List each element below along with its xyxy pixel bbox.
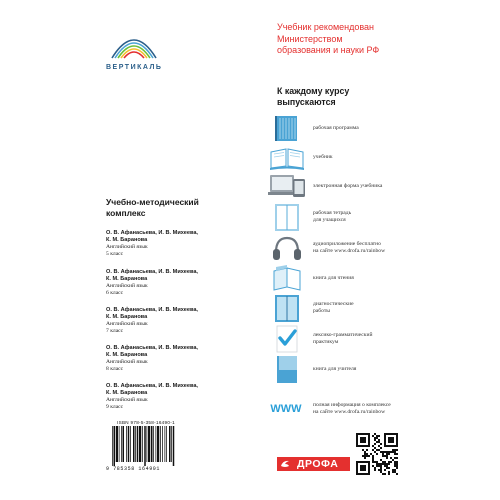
- barcode-bar: [128, 426, 130, 462]
- barcode-bar: [165, 426, 166, 462]
- qr-module: [384, 461, 386, 463]
- qr-module: [394, 453, 396, 455]
- book-entry: [106, 307, 256, 335]
- component-label: практикум: [313, 339, 339, 345]
- workbook-icon: [267, 202, 307, 232]
- book-subject: Английский язык: [106, 244, 148, 250]
- qr-module: [378, 435, 380, 437]
- qr-module: [376, 463, 378, 465]
- qr-module: [372, 465, 374, 467]
- component-label: учебник: [313, 153, 333, 160]
- qr-module: [356, 433, 370, 435]
- checkmark-book-icon: [267, 324, 307, 354]
- tests-book-icon: [267, 293, 307, 323]
- barcode-bar: [112, 426, 113, 466]
- qr-module: [384, 469, 386, 471]
- qr-module: [378, 469, 380, 471]
- component-label: рабочая тетрадь: [313, 210, 352, 216]
- qr-module: [374, 467, 376, 469]
- barcode-bar: [160, 426, 161, 462]
- component-label: лексико-грамматический: [313, 332, 373, 338]
- barcode-bar: [119, 426, 120, 462]
- umk-title-line: Учебно-методический: [106, 197, 199, 207]
- component-item: [262, 233, 492, 263]
- electronic-devices-icon: [267, 171, 307, 201]
- qr-module: [384, 433, 398, 435]
- component-item: [262, 263, 492, 293]
- barcode-bar: [156, 426, 157, 462]
- book-authors: К. М. Баранова: [106, 390, 148, 396]
- qr-module: [380, 447, 382, 449]
- www-icon: [264, 394, 308, 424]
- qr-module: [372, 445, 374, 447]
- barcode-bar: [153, 426, 154, 462]
- qr-module: [392, 451, 394, 453]
- qr-module: [396, 453, 398, 455]
- umk-title-line: комплекс: [106, 207, 146, 218]
- barcode-bar: [151, 426, 153, 462]
- publisher-name: ДРОФА: [297, 458, 339, 470]
- teacher-book-icon: [267, 354, 307, 384]
- qr-module: [380, 471, 382, 473]
- qr-module: [368, 433, 370, 447]
- book-subject: Английский язык: [106, 321, 148, 327]
- course-heading-line: К каждому курсу: [277, 86, 350, 96]
- qr-module: [374, 443, 376, 445]
- qr-module: [378, 465, 380, 467]
- qr-module: [390, 457, 392, 459]
- barcode-bar: [147, 426, 148, 462]
- book-grade: 7 класс: [106, 328, 124, 334]
- component-label: электронная форма учебника: [313, 182, 383, 189]
- barcode: [106, 426, 200, 468]
- barcode-bar: [173, 426, 175, 466]
- barcode-bar: [121, 426, 122, 462]
- qr-module: [374, 461, 376, 463]
- qr-module: [386, 455, 388, 457]
- qr-module: [382, 453, 384, 455]
- logo-text: ВЕРТИКАЛЬ: [106, 64, 163, 71]
- book-authors: К. М. Баранова: [106, 237, 148, 243]
- program-book-icon: [267, 113, 307, 143]
- barcode-bar: [162, 426, 163, 462]
- qr-module: [362, 449, 364, 451]
- qr-module: [386, 451, 388, 453]
- qr-module: [390, 461, 392, 463]
- qr-module: [366, 455, 368, 457]
- component-label: для учащихся: [313, 217, 346, 223]
- barcode-bar: [166, 426, 167, 462]
- headphones-icon: [267, 233, 307, 263]
- qr-module: [372, 455, 374, 457]
- course-heading: [277, 86, 349, 108]
- qr-module: [374, 433, 376, 435]
- qr-module: [364, 457, 366, 459]
- qr-module: [364, 453, 366, 455]
- qr-module: [372, 435, 374, 437]
- qr-module: [356, 461, 358, 475]
- component-label: на сайте www.drofa.ru/rainbow: [313, 248, 386, 254]
- umk-title: [106, 197, 199, 218]
- recommendation-line: образования и науки РФ: [277, 45, 380, 55]
- qr-module: [378, 449, 380, 451]
- qr-module: [396, 467, 398, 469]
- open-textbook-icon: [267, 142, 307, 172]
- qr-module: [374, 451, 376, 453]
- qr-module: [376, 453, 378, 455]
- qr-module: [392, 469, 394, 471]
- barcode-bar: [137, 426, 139, 462]
- component-item: [262, 113, 492, 143]
- component-label: книга для чтения: [313, 274, 354, 281]
- component-label: рабочая программа: [313, 124, 359, 131]
- qr-module: [386, 457, 388, 459]
- qr-module: [388, 467, 390, 469]
- qr-module: [388, 461, 390, 463]
- qr-module: [384, 455, 386, 457]
- qr-module: [382, 455, 384, 457]
- book-grade: 5 класс: [106, 251, 124, 257]
- qr-module: [384, 463, 386, 465]
- qr-module: [370, 453, 372, 455]
- qr-module: [380, 443, 382, 445]
- www-icon-text: WWW: [270, 403, 302, 415]
- qr-module: [362, 455, 364, 457]
- qr-module: [384, 473, 386, 475]
- qr-module: [394, 461, 396, 463]
- book-authors: О. В. Афанасьева, И. В. Михеева,: [106, 383, 198, 389]
- qr-module: [368, 461, 370, 475]
- barcode-bar: [142, 426, 143, 462]
- qr-module: [386, 467, 388, 469]
- book-authors: О. В. Афанасьева, И. В. Михеева,: [106, 307, 198, 313]
- barcode-bar: [139, 426, 141, 462]
- qr-module: [380, 451, 382, 453]
- component-item: [262, 324, 492, 354]
- component-label: аудиоприложение бесплатно: [313, 241, 381, 247]
- rainbow-arcs-icon: [106, 18, 162, 64]
- book-authors: К. М. Баранова: [106, 352, 148, 358]
- qr-module: [394, 451, 396, 453]
- qr-module: [388, 437, 394, 443]
- vertical-logo: [106, 18, 162, 80]
- recommendation-note: [277, 22, 427, 57]
- component-label: полная информация о комплексе: [313, 402, 391, 408]
- barcode-bar: [169, 426, 171, 462]
- book-grade: 9 класс: [106, 404, 124, 410]
- recommendation-line: Учебник рекомендован: [277, 22, 375, 32]
- book-authors: О. В. Афанасьева, И. В. Михеева,: [106, 345, 198, 351]
- barcode-bar: [116, 426, 118, 462]
- qr-module: [384, 433, 386, 447]
- qr-module: [380, 465, 382, 467]
- qr-module: [396, 465, 398, 467]
- component-label: диагностические: [313, 301, 354, 307]
- qr-module: [356, 461, 370, 463]
- barcode-bar: [144, 426, 146, 466]
- book-subject: Английский язык: [106, 283, 148, 289]
- book-grade: 6 класс: [106, 290, 124, 296]
- qr-module: [382, 461, 384, 463]
- qr-module: [394, 449, 396, 451]
- qr-module: [374, 447, 376, 449]
- component-item: [262, 354, 492, 384]
- component-item: [262, 142, 492, 172]
- qr-module: [394, 463, 396, 465]
- qr-module: [374, 437, 376, 439]
- qr-module: [386, 453, 388, 455]
- qr-module: [378, 439, 380, 441]
- qr-module: [394, 457, 396, 459]
- qr-module: [360, 465, 366, 471]
- barcode-bar: [133, 426, 135, 462]
- qr-module: [376, 435, 378, 437]
- component-label: на сайте www.drofa.ru/rainbow: [313, 409, 386, 415]
- component-item: [262, 394, 492, 424]
- qr-module: [394, 471, 396, 473]
- qr-module: [356, 445, 370, 447]
- book-entry: [106, 269, 256, 297]
- barcode-bar: [130, 426, 131, 462]
- qr-module: [380, 467, 382, 469]
- qr-module: [364, 455, 366, 457]
- qr-module: [386, 465, 388, 467]
- qr-module: [378, 445, 380, 447]
- book-entry: [106, 230, 256, 258]
- qr-module: [396, 457, 398, 459]
- qr-module: [372, 461, 374, 463]
- qr-module: [372, 459, 374, 461]
- component-label: работы: [313, 308, 331, 314]
- qr-module: [396, 449, 398, 451]
- qr-module: [372, 457, 374, 459]
- book-subject: Английский язык: [106, 397, 148, 403]
- qr-module: [392, 449, 394, 451]
- qr-module: [388, 471, 390, 473]
- qr-module: [396, 433, 398, 447]
- drofa-bird-icon: [280, 459, 290, 469]
- qr-module: [388, 451, 390, 453]
- qr-module: [376, 465, 378, 467]
- qr-module: [380, 463, 382, 465]
- qr-module: [388, 473, 390, 475]
- qr-module: [394, 469, 396, 471]
- barcode-bar: [148, 426, 150, 462]
- qr-module: [360, 437, 366, 443]
- barcode-bar: [126, 426, 127, 462]
- qr-module: [356, 433, 358, 447]
- qr-module: [382, 473, 384, 475]
- qr-module: [396, 473, 398, 475]
- component-item: [262, 202, 492, 232]
- qr-module: [372, 449, 374, 451]
- qr-module: [380, 469, 382, 471]
- barcode-bar: [171, 426, 172, 462]
- qr-module: [392, 471, 394, 473]
- qr-module: [368, 455, 370, 457]
- qr-module: [382, 451, 384, 453]
- qr-module: [376, 437, 378, 439]
- qr-module: [388, 463, 390, 465]
- qr-module: [378, 441, 380, 443]
- book-entry: [106, 345, 256, 373]
- qr-module: [376, 441, 378, 443]
- book-subject: Английский язык: [106, 359, 148, 365]
- qr-module: [386, 463, 388, 465]
- qr-module: [374, 469, 376, 471]
- qr-module: [356, 473, 370, 475]
- publisher-logo: [277, 457, 350, 471]
- component-label: книга для учителя: [313, 365, 357, 372]
- course-heading-line: выпускаются: [277, 97, 336, 107]
- qr-module: [382, 463, 384, 465]
- qr-code: [356, 433, 398, 475]
- qr-module: [384, 445, 398, 447]
- barcode-bar: [114, 426, 116, 466]
- book-grade: 8 класс: [106, 366, 124, 372]
- qr-module: [376, 449, 378, 451]
- book-authors: О. В. Афанасьева, И. В. Михеева,: [106, 230, 198, 236]
- qr-module: [364, 451, 366, 453]
- qr-module: [380, 459, 382, 461]
- isbn-number: ISBN 978-5-358-16490-1: [117, 420, 175, 425]
- component-item: [262, 171, 492, 201]
- book-authors: К. М. Баранова: [106, 314, 148, 320]
- qr-module: [392, 459, 394, 461]
- qr-module: [394, 465, 396, 467]
- qr-module: [396, 463, 398, 465]
- qr-module: [396, 461, 398, 463]
- component-item: [262, 293, 492, 323]
- barcode-bar: [157, 426, 159, 462]
- qr-module: [390, 451, 392, 453]
- barcode-bar: [123, 426, 125, 462]
- recommendation-line: Министерством: [277, 33, 343, 44]
- book-entry: [106, 383, 256, 411]
- qr-module: [374, 439, 376, 441]
- reading-book-icon: [267, 263, 307, 293]
- qr-module: [388, 453, 390, 455]
- book-authors: К. М. Баранова: [106, 276, 148, 282]
- barcode-digits: 9 785358 164901: [106, 466, 161, 472]
- qr-module: [378, 463, 380, 465]
- qr-module: [376, 461, 378, 463]
- qr-module: [366, 453, 368, 455]
- book-authors: О. В. Афанасьева, И. В. Михеева,: [106, 269, 198, 275]
- barcode-bar: [135, 426, 136, 462]
- qr-module: [384, 465, 386, 467]
- qr-module: [384, 451, 386, 453]
- qr-module: [366, 449, 368, 451]
